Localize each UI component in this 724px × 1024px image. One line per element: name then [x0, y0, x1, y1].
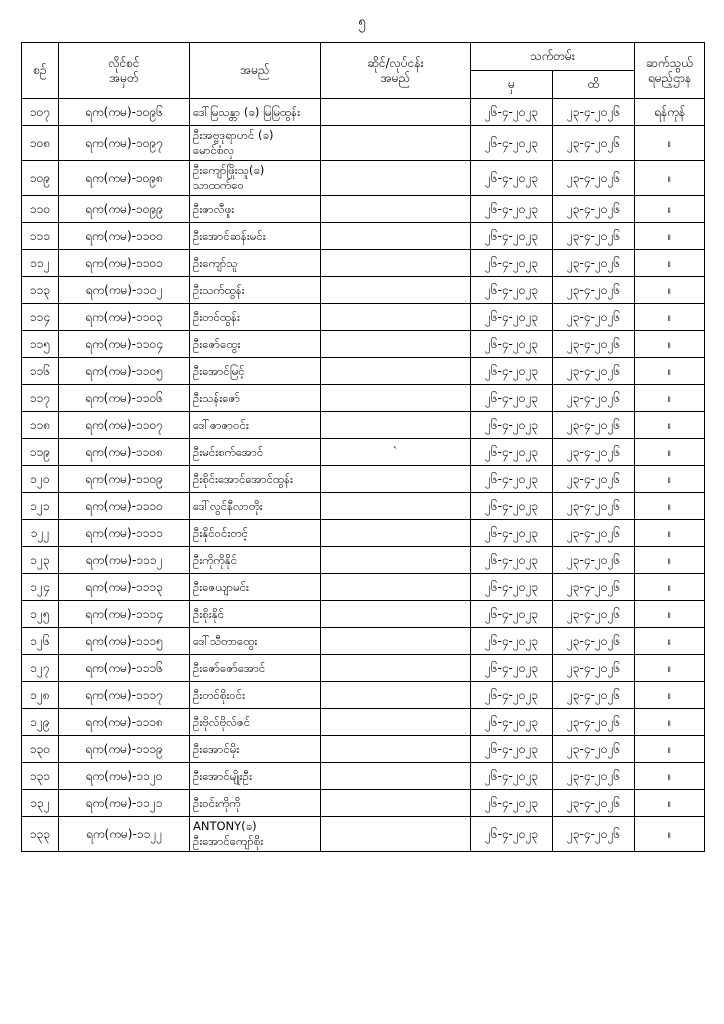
license-number: ရက(ကမ)-၁၀၉၉	[59, 196, 190, 223]
header-shop-line1: ဆိုင်/လုပ်ငန်း	[367, 55, 424, 70]
valid-to: ၂၃-၄-၂၀၂၆	[553, 412, 635, 439]
holder-name	[190, 358, 321, 385]
shop-name	[321, 547, 471, 574]
valid-from: ၂၆-၄-၂၀၂၃	[471, 709, 553, 736]
contact-office: ။	[635, 574, 705, 601]
shop-name	[321, 628, 471, 655]
holder-name-line: ဦးစိုးနိုင်	[193, 606, 225, 621]
row-number: ၁၁၇	[22, 385, 59, 412]
valid-from: ၂၆-၄-၂၀၂၃	[471, 574, 553, 601]
holder-name-line: ANTONY(ခ)	[193, 819, 257, 833]
header-to: ထိ	[553, 71, 635, 99]
holder-name-line: ဦးတင်စိုးဝင်း	[193, 687, 246, 702]
holder-name-line: ဦးဝင်းကိုကို	[193, 795, 241, 810]
contact-office: ။	[635, 466, 705, 493]
holder-name-line: ဦးဗိုလ်ဗိုလ်ဇင်	[193, 714, 251, 729]
page-number: ၅	[358, 14, 366, 30]
holder-name	[190, 126, 321, 161]
contact-office: ။	[635, 439, 705, 466]
valid-from: ၂၆-၄-၂၀၂၃	[471, 466, 553, 493]
valid-from: ၂၆-၄-၂၀၂၃	[471, 385, 553, 412]
row-number: ၁၁၆	[22, 358, 59, 385]
row-number: ၁၂၃	[22, 547, 59, 574]
holder-name	[190, 547, 321, 574]
contact-office: ။	[635, 709, 705, 736]
holder-name-line: ဒေါ်သီတာထွေး	[193, 633, 258, 648]
license-number: ရက(ကမ)-၁၁၀၀	[59, 223, 190, 250]
holder-name-line: ဒေါ်ဇာဇာဝင်း	[193, 417, 249, 432]
valid-from: ၂၆-၄-၂၀၂၃	[471, 763, 553, 790]
shop-name	[321, 99, 471, 126]
header-no: စဉ်	[22, 43, 59, 99]
row-number: ၁၀၈	[22, 126, 59, 161]
valid-to: ၂၃-၄-၂၀၂၆	[553, 628, 635, 655]
table-row	[22, 628, 705, 655]
valid-from: ၂၆-၄-၂၀၂၃	[471, 628, 553, 655]
valid-from: ၂၆-၄-၂၀၂၃	[471, 817, 553, 852]
holder-name-line: ဦးအောင်မြင့်	[193, 363, 245, 378]
contact-office: ။	[635, 161, 705, 196]
valid-to: ၂၃-၄-၂၀၂၆	[553, 99, 635, 126]
valid-to: ၂၃-၄-၂၀၂၆	[553, 682, 635, 709]
contact-office: ။	[635, 126, 705, 161]
valid-from: ၂၆-၄-၂၀၂၃	[471, 223, 553, 250]
holder-name-line: ဦးအောင်ဆန်းမင်း	[193, 228, 266, 243]
holder-name	[190, 223, 321, 250]
valid-from: ၂၆-၄-၂၀၂၃	[471, 682, 553, 709]
valid-to: ၂၃-၄-၂၀၂၆	[553, 601, 635, 628]
row-number: ၁၀၉	[22, 161, 59, 196]
valid-to: ၂၃-၄-၂၀၂၆	[553, 161, 635, 196]
holder-name	[190, 385, 321, 412]
shop-name	[321, 385, 471, 412]
valid-to: ၂၃-၄-၂၀၂၆	[553, 304, 635, 331]
valid-to: ၂၃-၄-၂၀၂၆	[553, 790, 635, 817]
holder-name	[190, 250, 321, 277]
row-number: ၁၂၁	[22, 493, 59, 520]
table-row	[22, 817, 705, 852]
row-number: ၁၁၄	[22, 304, 59, 331]
table-row	[22, 439, 705, 466]
row-number: ၁၂၇	[22, 655, 59, 682]
holder-name	[190, 466, 321, 493]
valid-from: ၂၆-၄-၂၀၂၃	[471, 161, 553, 196]
valid-to: ၂၃-၄-၂၀၂၆	[553, 126, 635, 161]
holder-name-line: ဦးနိုင်ဝင်းတင့်	[193, 525, 248, 540]
holder-name	[190, 196, 321, 223]
license-number: ရက(ကမ)-၁၁၁၂	[59, 547, 190, 574]
shop-name	[321, 358, 471, 385]
holder-name-line: သာထက်ဝေ	[193, 178, 244, 192]
table-row	[22, 304, 705, 331]
contact-office: ။	[635, 250, 705, 277]
license-number: ရက(ကမ)-၁၁၀၁	[59, 250, 190, 277]
holder-name	[190, 628, 321, 655]
holder-name-line: ဦးကျော်သူ	[193, 255, 238, 270]
license-number: ရက(ကမ)-၁၁၀၇	[59, 412, 190, 439]
holder-name-line: ဦးမင်းစက်အောင်	[193, 444, 264, 459]
valid-to: ၂၃-၄-၂၀၂၆	[553, 196, 635, 223]
contact-office: ။	[635, 655, 705, 682]
header-validity: သက်တမ်း	[471, 43, 635, 71]
license-number: ရက(ကမ)-၁၁၀၂	[59, 277, 190, 304]
row-number: ၁၁၁	[22, 223, 59, 250]
valid-from: ၂၆-၄-၂၀၂၃	[471, 126, 553, 161]
contact-office: ။	[635, 628, 705, 655]
contact-office: ။	[635, 412, 705, 439]
header-name: အမည်	[190, 43, 321, 99]
license-number: ရက(ကမ)-၁၁၁၄	[59, 601, 190, 628]
holder-name-line: ဦးအောင်မျိုးဦး	[193, 768, 253, 783]
header-remark-line1: ဆက်သွယ်	[646, 55, 693, 70]
holder-name-line: ဦးအောင်မိုး	[193, 741, 240, 756]
shop-name	[321, 250, 471, 277]
valid-to: ၂၃-၄-၂၀၂၆	[553, 493, 635, 520]
header-license	[59, 43, 190, 99]
valid-to: ၂၃-၄-၂၀၂၆	[553, 250, 635, 277]
valid-to: ၂၃-၄-၂၀၂၆	[553, 439, 635, 466]
license-number: ရက(ကမ)-၁၁၀၅	[59, 358, 190, 385]
contact-office: ရန်ကုန်	[635, 99, 705, 126]
row-number: ၁၃၂	[22, 790, 59, 817]
holder-name	[190, 412, 321, 439]
table-row	[22, 196, 705, 223]
valid-from: ၂၆-၄-၂၀၂၃	[471, 655, 553, 682]
license-number: ရက(ကမ)-၁၁၁၉	[59, 736, 190, 763]
holder-name	[190, 277, 321, 304]
contact-office: ။	[635, 547, 705, 574]
contact-office: ။	[635, 520, 705, 547]
holder-name-line: ဦးဇော်ဇော်အောင်	[193, 660, 266, 675]
shop-name	[321, 817, 471, 852]
holder-name	[190, 331, 321, 358]
license-number: ရက(ကမ)-၁၁၁၃	[59, 574, 190, 601]
contact-office: ။	[635, 682, 705, 709]
license-number: ရက(ကမ)-၁၁၀၆	[59, 385, 190, 412]
license-number: ရက(ကမ)-၁၁၁၀	[59, 493, 190, 520]
valid-to: ၂၃-၄-၂၀၂၆	[553, 385, 635, 412]
contact-office: ။	[635, 358, 705, 385]
shop-name	[321, 790, 471, 817]
shop-name	[321, 466, 471, 493]
valid-to: ၂၃-၄-၂၀၂၆	[553, 574, 635, 601]
valid-from: ၂၆-၄-၂၀၂၃	[471, 790, 553, 817]
header-remark-line2: ရမည့်ဌာန	[647, 70, 692, 85]
valid-to: ၂၃-၄-၂၀၂၆	[553, 277, 635, 304]
holder-name	[190, 520, 321, 547]
valid-from: ၂၆-၄-၂၀၂၃	[471, 331, 553, 358]
holder-name	[190, 439, 321, 466]
valid-from: ၂၆-၄-၂၀၂၃	[471, 196, 553, 223]
license-number: ရက(ကမ)-၁၀၉၈	[59, 161, 190, 196]
holder-name-line: ဦးသက်ထွန်း	[193, 282, 245, 297]
contact-office: ။	[635, 790, 705, 817]
valid-from: ၂၆-၄-၂၀၂၃	[471, 601, 553, 628]
license-number: ရက(ကမ)-၁၁၂၀	[59, 763, 190, 790]
row-number: ၁၂၂	[22, 520, 59, 547]
contact-office: ။	[635, 736, 705, 763]
row-number: ၁၂၄	[22, 574, 59, 601]
shop-name	[321, 601, 471, 628]
shop-name	[321, 331, 471, 358]
valid-from: ၂၆-၄-၂၀၂၃	[471, 250, 553, 277]
valid-to: ၂၃-၄-၂၀၂၆	[553, 520, 635, 547]
license-number: ရက(ကမ)-၁၁၀၃	[59, 304, 190, 331]
valid-from: ၂၆-၄-၂၀၂၃	[471, 277, 553, 304]
license-number: ရက(ကမ)-၁၀၉၆	[59, 99, 190, 126]
table-row	[22, 161, 705, 196]
contact-office: ။	[635, 763, 705, 790]
holder-name	[190, 763, 321, 790]
shop-name	[321, 412, 471, 439]
table-row	[22, 358, 705, 385]
holder-name-line: ဦးဇေယျာမင်း	[193, 579, 249, 594]
table-row	[22, 520, 705, 547]
shop-name	[321, 493, 471, 520]
holder-name	[190, 655, 321, 682]
valid-from: ၂၆-၄-၂၀၂၃	[471, 547, 553, 574]
holder-name-line: ဦးအဗ္ဗဒုရာဟင် (ခ)	[193, 128, 274, 142]
license-number: ရက(ကမ)-၁၁၀၈	[59, 439, 190, 466]
table-row	[22, 736, 705, 763]
holder-name	[190, 99, 321, 126]
valid-from: ၂၆-၄-၂၀၂၃	[471, 736, 553, 763]
holder-name	[190, 790, 321, 817]
table-row	[22, 277, 705, 304]
table-row	[22, 385, 705, 412]
license-number: ရက(ကမ)-၁၁၂၁	[59, 790, 190, 817]
holder-name-line: ဦးသန်းဇော်	[193, 390, 241, 405]
contact-office: ။	[635, 277, 705, 304]
holder-name-line: မောင်စံလှ	[193, 143, 235, 157]
valid-to: ၂၃-၄-၂၀၂၆	[553, 223, 635, 250]
table-row	[22, 574, 705, 601]
table-row	[22, 709, 705, 736]
holder-name	[190, 709, 321, 736]
contact-office: ။	[635, 304, 705, 331]
table-row	[22, 126, 705, 161]
table-row	[22, 655, 705, 682]
header-shop-line2: အမည်	[380, 70, 411, 85]
header-license-line2: အမှတ်	[109, 70, 139, 85]
holder-name-line: ဦးကျော်ဖြိုးသူ(ခ)	[193, 163, 265, 177]
table-row	[22, 493, 705, 520]
contact-office: ။	[635, 385, 705, 412]
valid-from: ၂၆-၄-၂၀၂၃	[471, 520, 553, 547]
header-license-line1: လိုင်စင်	[108, 55, 140, 70]
valid-to: ၂၃-၄-၂၀၂၆	[553, 331, 635, 358]
holder-name-line: ဒေါ်လွင်နီလာတိုး	[193, 498, 263, 513]
shop-name	[321, 223, 471, 250]
header-shop	[321, 43, 471, 99]
table-row	[22, 412, 705, 439]
holder-name	[190, 161, 321, 196]
valid-to: ၂၃-၄-၂၀၂၆	[553, 736, 635, 763]
holder-name-line: ဦးဇာလီဖူး	[193, 201, 235, 216]
shop-name	[321, 763, 471, 790]
holder-name-line: ဦးတင်ထွန်း	[193, 309, 240, 324]
row-number: ၁၁၂	[22, 250, 59, 277]
header-row	[22, 43, 705, 71]
contact-office: ။	[635, 601, 705, 628]
holder-name-line: ဦးစိုင်းအောင်အောင်ထွန်း	[193, 471, 293, 486]
shop-name	[321, 304, 471, 331]
valid-from: ၂၆-၄-၂၀၂၃	[471, 304, 553, 331]
table-row	[22, 250, 705, 277]
valid-from: ၂၆-၄-၂၀၂၃	[471, 412, 553, 439]
license-register-table	[21, 42, 705, 852]
table-row	[22, 466, 705, 493]
shop-name	[321, 277, 471, 304]
table-row	[22, 547, 705, 574]
table-row	[22, 682, 705, 709]
header-remark	[635, 43, 705, 99]
row-number: ၁၀၇	[22, 99, 59, 126]
license-number: ရက(ကမ)-၁၁၁၇	[59, 682, 190, 709]
holder-name-line: ဦးအောင်ကျော်စိုး	[193, 834, 264, 848]
row-number: ၁၃၁	[22, 763, 59, 790]
holder-name	[190, 682, 321, 709]
license-number: ရက(ကမ)-၁၁၀၄	[59, 331, 190, 358]
table-row	[22, 331, 705, 358]
shop-name	[321, 520, 471, 547]
header-from: မှ	[471, 71, 553, 99]
shop-name	[321, 682, 471, 709]
table-row	[22, 99, 705, 126]
table-row	[22, 601, 705, 628]
row-number: ၁၂၉	[22, 709, 59, 736]
holder-name-line: ဦးကိုကိုနိုင်	[193, 552, 238, 567]
holder-name	[190, 493, 321, 520]
license-number: ရက(ကမ)-၁၁၂၂	[59, 817, 190, 852]
valid-to: ၂၃-၄-၂၀၂၆	[553, 763, 635, 790]
contact-office: ။	[635, 493, 705, 520]
row-number: ၁၁၉	[22, 439, 59, 466]
shop-name	[321, 709, 471, 736]
valid-to: ၂၃-၄-၂၀၂၆	[553, 547, 635, 574]
license-number: ရက(ကမ)-၁၁၁၁	[59, 520, 190, 547]
table-body	[22, 99, 705, 852]
table-row	[22, 223, 705, 250]
license-number: ရက(ကမ)-၁၁၁၅	[59, 628, 190, 655]
table-row	[22, 790, 705, 817]
holder-name	[190, 601, 321, 628]
row-number: ၁၁၈	[22, 412, 59, 439]
valid-from: ၂၆-၄-၂၀၂၃	[471, 99, 553, 126]
table-row	[22, 763, 705, 790]
row-number: ၁၁၃	[22, 277, 59, 304]
holder-name	[190, 736, 321, 763]
row-number: ၁၁၀	[22, 196, 59, 223]
license-number: ရက(ကမ)-၁၀၉၇	[59, 126, 190, 161]
row-number: ၁၂၆	[22, 628, 59, 655]
holder-name-line: ဦးဇော်ထွေး	[193, 336, 241, 351]
row-number: ၁၂၅	[22, 601, 59, 628]
contact-office: ။	[635, 817, 705, 852]
license-number: ရက(ကမ)-၁၁၁၈	[59, 709, 190, 736]
holder-name	[190, 304, 321, 331]
contact-office: ။	[635, 331, 705, 358]
holder-name-line: ဒေါ်မြသန္တာ (ခ) မြမြထွန်း	[193, 104, 301, 119]
row-number: ၁၂၈	[22, 682, 59, 709]
valid-to: ၂၃-၄-၂၀၂၆	[553, 817, 635, 852]
license-number: ရက(ကမ)-၁၁၁၆	[59, 655, 190, 682]
valid-to: ၂၃-၄-၂၀၂၆	[553, 358, 635, 385]
row-number: ၁၁၅	[22, 331, 59, 358]
shop-name	[321, 126, 471, 161]
shop-name	[321, 161, 471, 196]
shop-name	[321, 655, 471, 682]
row-number: ၁၃၃	[22, 817, 59, 852]
shop-name	[321, 196, 471, 223]
valid-to: ၂၃-၄-၂၀၂၆	[553, 466, 635, 493]
holder-name	[190, 817, 321, 852]
valid-from: ၂၆-၄-၂၀၂၃	[471, 358, 553, 385]
valid-to: ၂၃-၄-၂၀၂၆	[553, 655, 635, 682]
shop-name	[321, 574, 471, 601]
contact-office: ။	[635, 196, 705, 223]
valid-from: ၂၆-၄-၂၀၂၃	[471, 439, 553, 466]
contact-office: ။	[635, 223, 705, 250]
shop-name: `	[321, 439, 471, 466]
valid-from: ၂၆-၄-၂၀၂၃	[471, 493, 553, 520]
shop-name	[321, 736, 471, 763]
row-number: ၁၂၀	[22, 466, 59, 493]
valid-to: ၂၃-၄-၂၀၂၆	[553, 709, 635, 736]
holder-name	[190, 574, 321, 601]
license-number: ရက(ကမ)-၁၁၀၉	[59, 466, 190, 493]
row-number: ၁၃၀	[22, 736, 59, 763]
